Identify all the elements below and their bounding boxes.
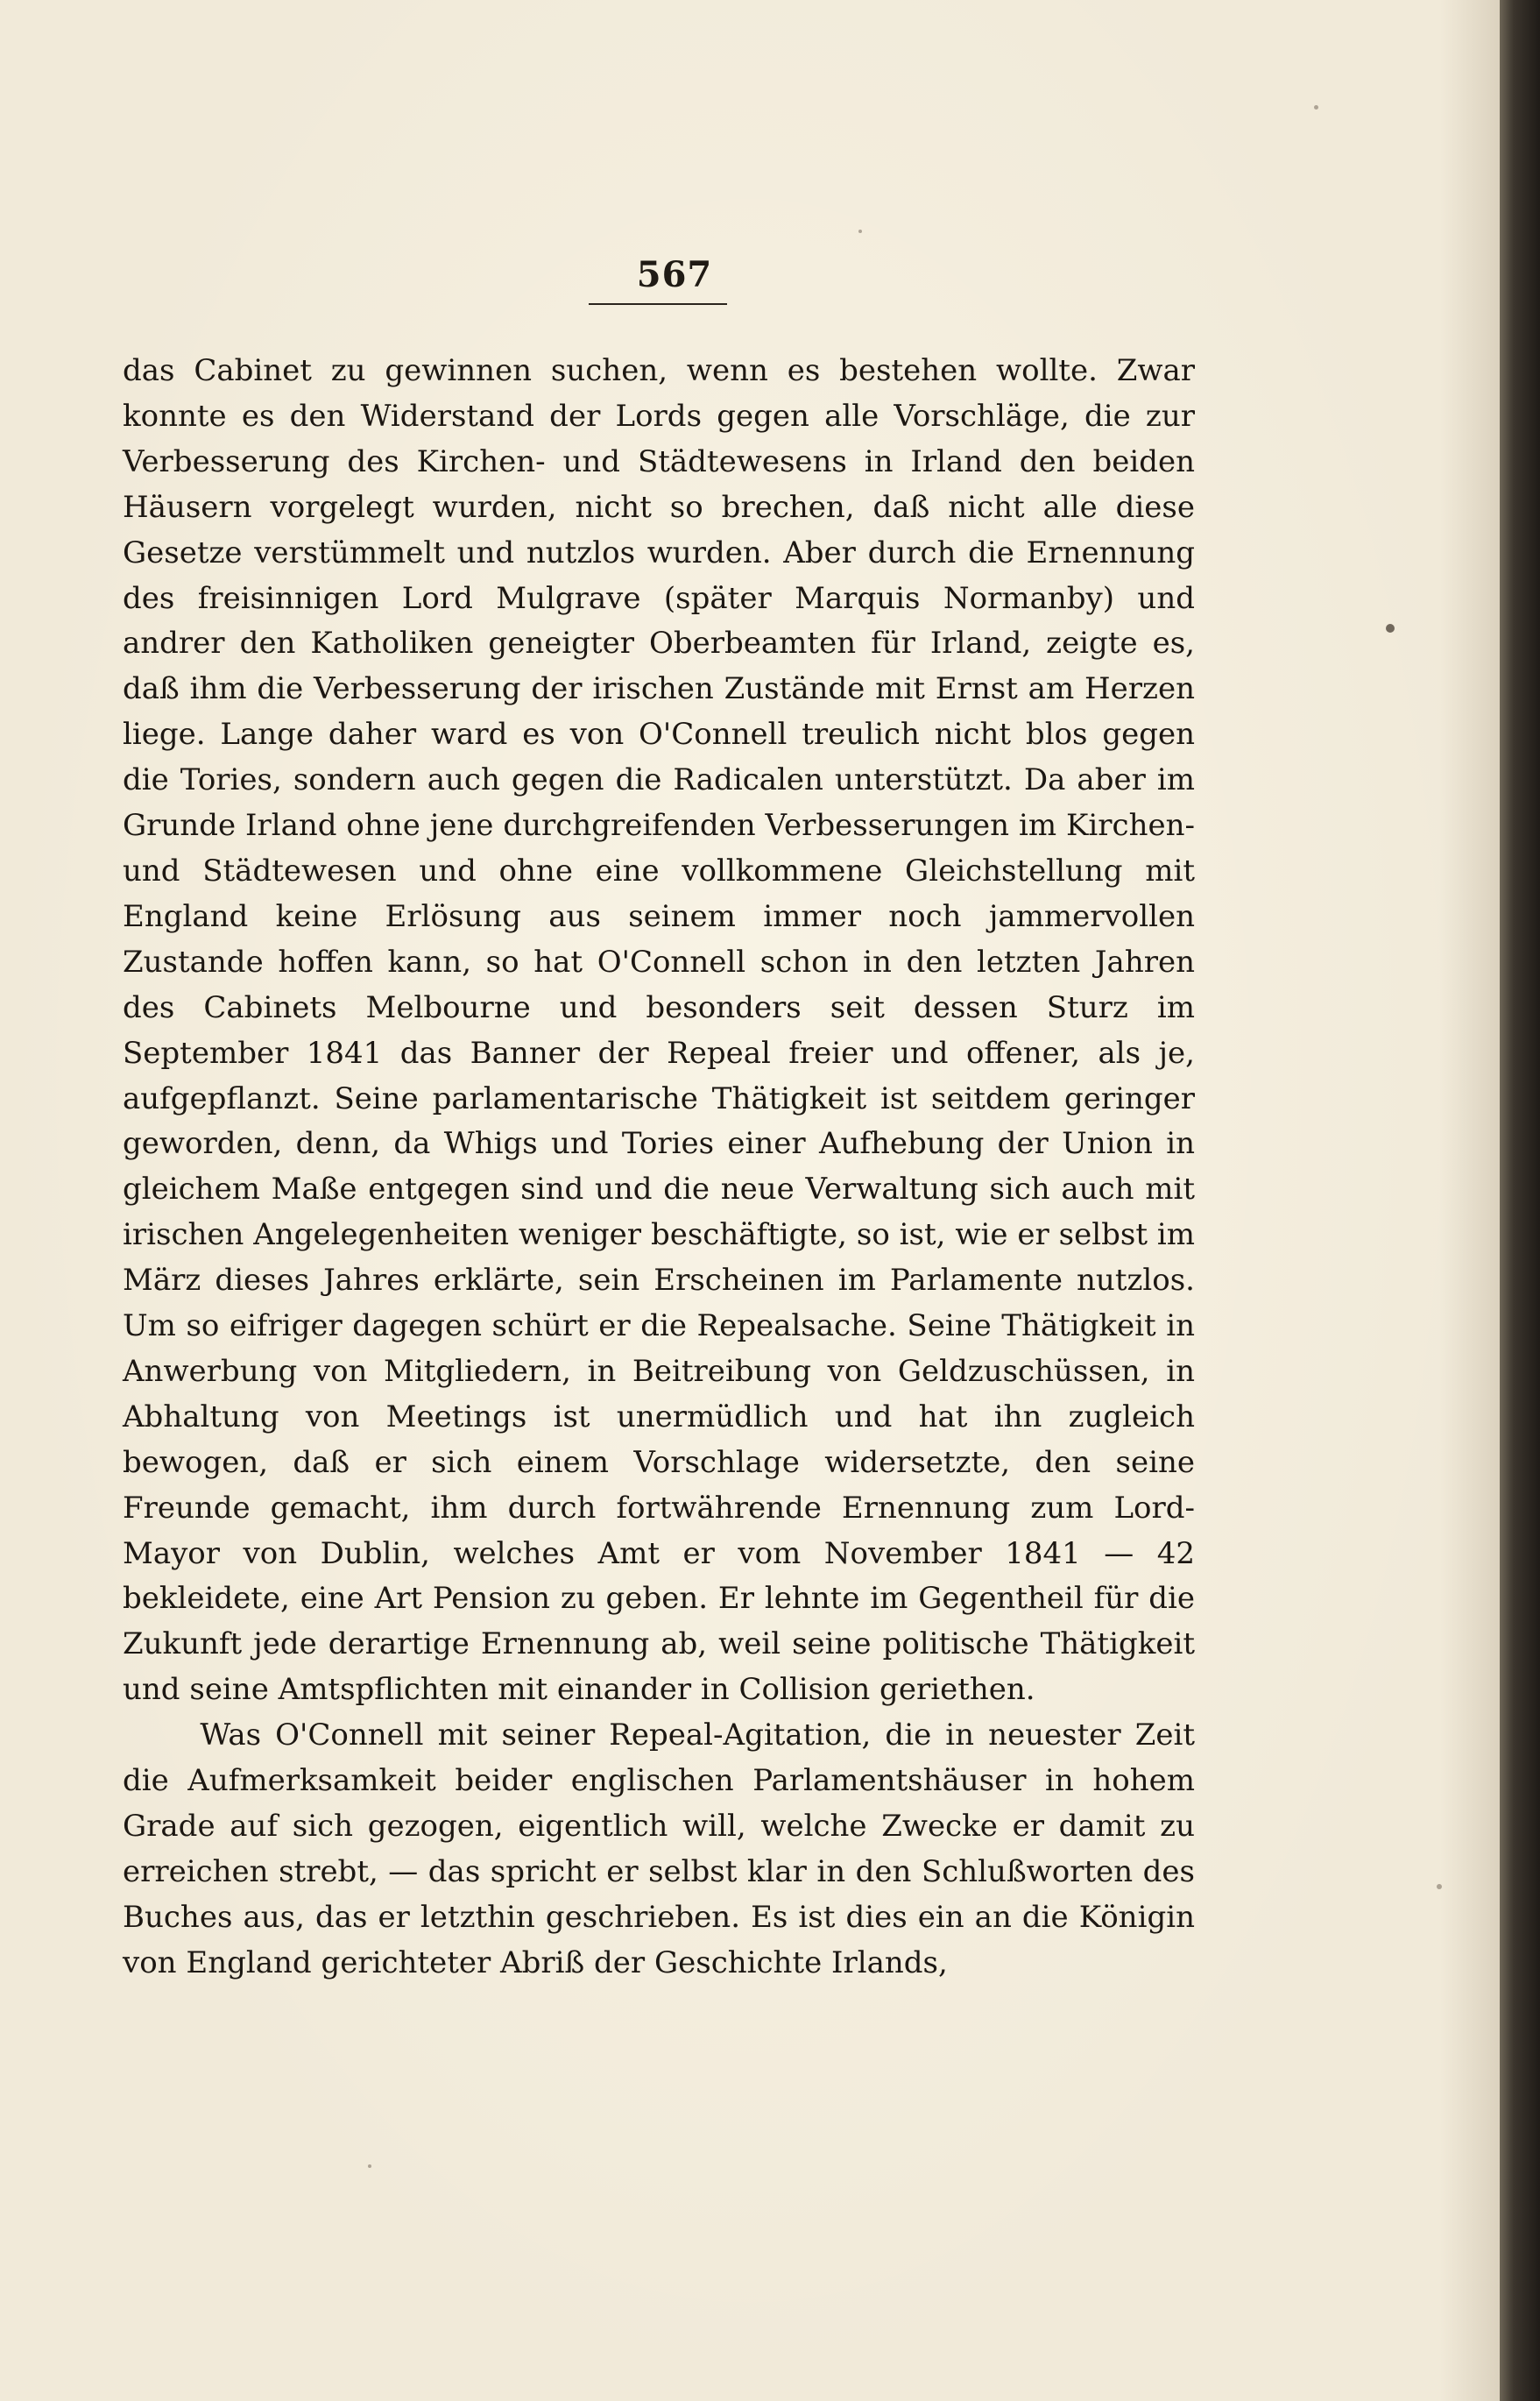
page-number-rule — [589, 303, 727, 305]
book-gutter-edge — [1500, 0, 1540, 2401]
paper-speck — [1314, 105, 1318, 110]
paper-speck — [368, 2164, 371, 2168]
paragraph-1: das Cabinet zu gewinnen suchen, wenn es bestehen wollte. Zwar konnte es den Widerstand der Lords gegen alle Vorschläge, die zur Verbesserung des Kirchen- und Städtewesens in Irland den beiden Häusern vorgelegt wurden, nicht so brechen, daß nicht alle diese Gesetze verstümmelt und nutzlos wurden. Aber durch die Ernennung des freisinnigen Lord Mulgrave (später Marquis Normanby) und andrer den Katholiken geneigter Oberbeamten für Irland, zeigte es, daß ihm die Verbesserung der irischen Zustände mit Ernst am Herzen liege. Lange daher ward es von O'Connell treulich nicht blos gegen die Tories, sondern auch gegen die Radicalen unterstützt. Da aber im Grunde Irland ohne jene durchgreifenden Verbesserungen im Kirchen- und Städtewesen und ohne eine vollkommene Gleichstellung mit England keine Erlösung aus seinem immer noch jammervollen Zustande hoffen kann, so hat O'Connell schon in den letzten Jahren des Cabinets Melbourne und besonders seit dessen Sturz im September 1841 das Banner der Repeal freier und offener, als je, aufgepflanzt. Seine parlamentarische Thätigkeit ist seitdem geringer geworden, denn, da Whigs und Tories einer Aufhebung der Union in gleichem Maße entgegen sind und die neue Verwaltung sich auch mit irischen Angelegenheiten weniger beschäftigte, so ist, wie er selbst im März dieses Jahres erklärte, sein Erscheinen im Parlamente nutzlos. Um so eifriger dagegen schürt er die Repealsache. Seine Thätigkeit in Anwerbung von Mitgliedern, in Beitreibung von Geldzuschüssen, in Abhaltung von Meetings ist unermüdlich und hat ihn zugleich bewogen, daß er sich einem Vorschlage widersetzte, den seine Freunde gemacht, ihm durch fortwährende Ernennung zum Lord-Mayor von Dublin, welches Amt er vom November 1841 — 42 bekleidete, eine Art Pension zu geben. Er lehnte im Gegentheil für die Zukunft jede derartige Ernennung ab, weil seine politische Thätigkeit und seine Amtspflichten mit einander in Collision geriethen. — [123, 353, 1195, 1708]
paragraph-2: Was O'Connell mit seiner Repeal-Agitation, die in neuester Zeit die Aufmerksamkeit beider englischen Parlamentshäuser in hohem Grade auf sich gezogen, eigentlich will, welche Zwecke er damit zu erreichen strebt, — das spricht er selbst klar in den Schlußworten des Buches aus, das er letzthin geschrieben. Es ist dies ein an die Königin von England gerichteter Abriß der Geschichte Irlands, — [123, 1718, 1195, 1980]
paper-speck — [858, 230, 862, 233]
body-text — [123, 349, 1195, 1987]
margin-ink-dot — [1386, 624, 1395, 633]
page-number: 567 — [636, 254, 713, 295]
paper-speck — [1437, 1884, 1442, 1889]
